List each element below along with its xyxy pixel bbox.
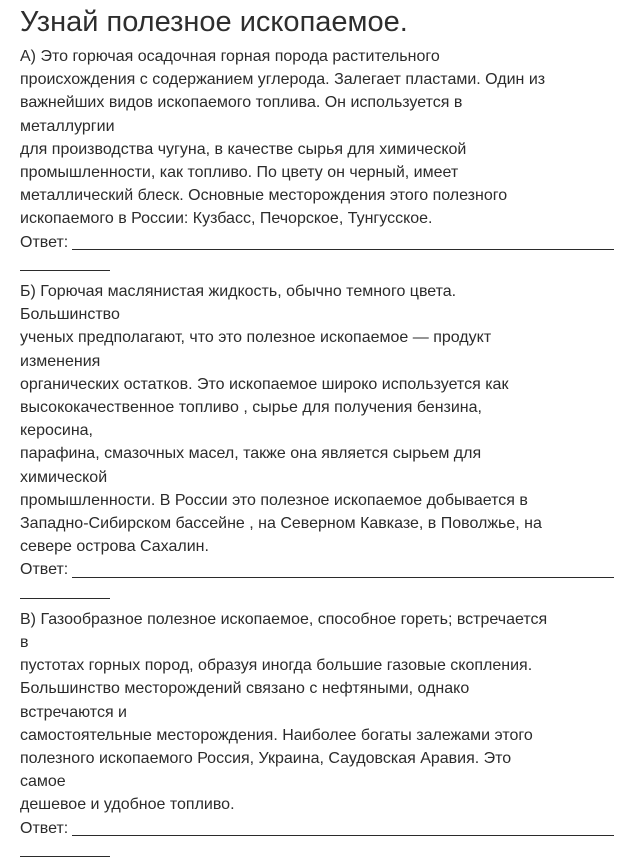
text-line: керосина, [20,422,93,440]
question-a [20,45,620,277]
answer-underline-continuation [20,582,110,605]
text-line: металлургии [20,117,115,135]
page-title: Узнай полезное ископаемое. [20,6,408,38]
text-line: встречаются и [20,703,127,721]
text-line: В) Газообразное полезное ископаемое, способное гореть; встречается [20,610,548,628]
text-line: изменения [20,352,101,370]
answer-label: Ответ: [20,819,69,837]
answer-underline-continuation [20,254,110,277]
text-line: химической [20,468,108,486]
text-line: Большинство месторождений связано с нефтяными, однако [20,680,470,698]
text-line: ископаемого в России: Кузбасс, Печорское, Тунгусское. [20,210,433,228]
text-line: промышленности. В России это полезное ископаемое добывается в [20,491,528,509]
answer-underline-continuation [20,840,110,863]
text-line: ученых предполагают, что это полезное ископаемое — продукт [20,329,492,347]
text-line: металлический блеск. Основные месторождения этого полезного [20,187,508,205]
text-line: парафина, смазочных масел, также она является сырьем для [20,445,482,463]
text-line: для производства чугуна, в качестве сырья для химической [20,140,467,158]
text-line: промышленности, как топливо. По цвету он черный, имеет [20,164,459,182]
answer-underline [72,835,614,836]
text-line: самое [20,773,66,791]
answer-field-b[interactable] [20,558,620,581]
answer-label: Ответ: [20,561,69,579]
text-line: Западно-Сибирском бассейне , на Северном Кавказе, в Поволжье, на [20,515,542,533]
answer-field-c[interactable] [20,817,620,840]
answer-label: Ответ: [20,233,69,251]
worksheet [20,0,620,863]
question-b [20,280,620,605]
text-line: дешевое и удобное топливо. [20,796,235,814]
text-line: Б) Горючая маслянистая жидкость, обычно темного цвета. [20,283,457,300]
text-line: самостоятельные месторождения. Наиболее богаты залежами этого [20,726,533,744]
answer-underline [72,577,614,578]
question-c [20,608,620,863]
text-line: пустотах горных пород, образуя иногда большие газовые скопления. [20,657,533,675]
text-line: полезного ископаемого Россия, Украина, Саудовская Аравия. Это [20,750,512,768]
answer-underline [72,249,614,250]
text-line: высококачественное топливо , сырье для получения бензина, [20,399,482,417]
text-line: в [20,634,29,652]
text-line: органических остатков. Это ископаемое широко используется как [20,375,509,393]
text-line: севере острова Сахалин. [20,538,209,556]
text-line: происхождения с содержанием углерода. Залегает пластами. Один из [20,71,546,89]
text-line: А) Это горючая осадочная горная порода растительного [20,48,440,65]
text-line: важнейших видов ископаемого топлива. Он используется в [20,94,463,112]
answer-field-a[interactable] [20,231,620,254]
text-line: Большинство [20,306,120,324]
